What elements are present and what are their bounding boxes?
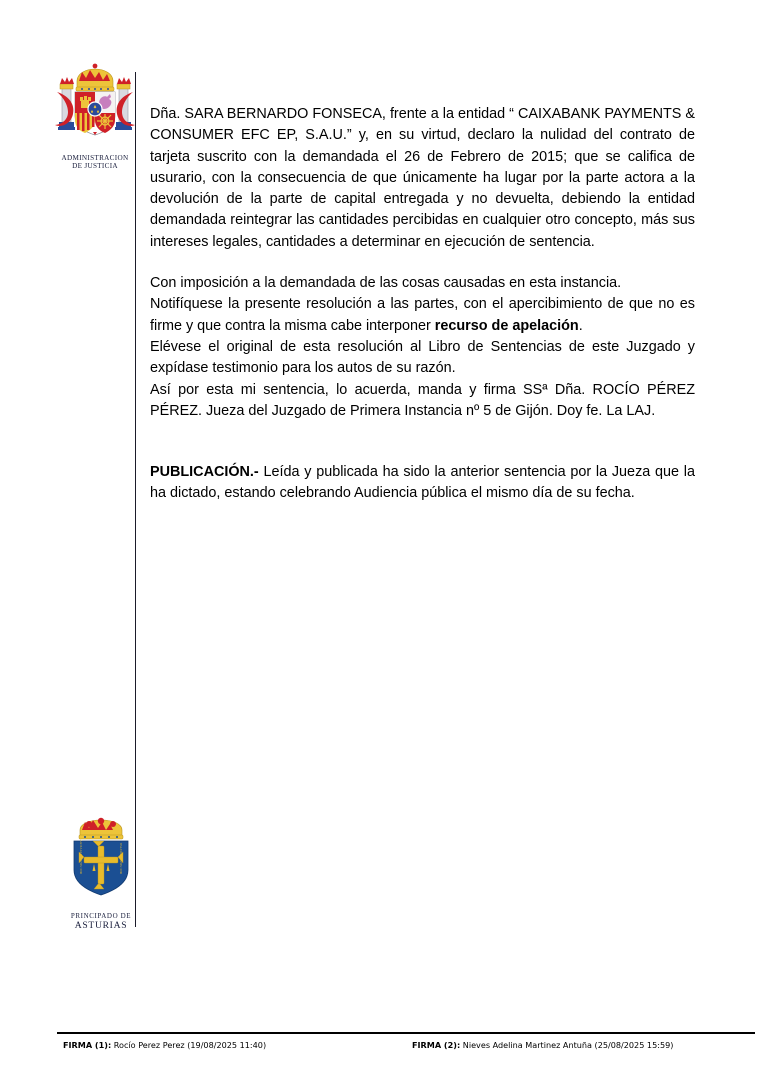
spain-emblem-caption-line2: DE JUSTICIA [72,162,118,171]
appeal-emphasis: recurso de apelación [434,317,579,334]
svg-text:HOC SIGNO VINCITVR: HOC SIGNO VINCITVR [119,842,123,874]
paragraph-publicacion [150,462,695,505]
signature-2-label: FIRMA (2): [412,1040,461,1050]
signature-row [57,1040,755,1054]
signature-2-value: Nieves Adelina Martinez Antuña (25/08/2025 15:59) [462,1040,674,1050]
asturias-emblem-caption-line2: ASTURIAS [74,919,128,931]
document-body [150,104,695,505]
signature-1-label: FIRMA (1): [63,1040,112,1050]
publicacion-text: Leída y publicada ha sido la anterior sentencia por la Jueza que la ha dictado, estando celebrando Audiencia pública el mismo día de su fecha. [150,464,695,502]
spain-emblem-caption-line1: ADMINISTRACION [61,154,129,162]
paragraph-judge-signature: Así por esta mi sentencia, lo acuerda, manda y firma SSª Dña. ROCÍO PÉREZ PÉREZ. Jueza del Juzgado de Primera Instancia nº 5 de Gijón. Doy fe. La LAJ. [150,381,695,419]
vertical-rule [135,72,136,927]
paragraph-original-filing: Elévese el original de esta resolución al Libro de Sentencias de este Juzgado y expídase testimonio para los autos de su razón. [150,338,695,377]
spain-emblem-block [40,62,150,170]
asturias-emblem-caption-line1: PRINCIPADO DE [70,912,132,920]
emblem-rail [0,0,136,1010]
svg-text:HOC SIGNO TVETVR PIVS: HOC SIGNO TVETVR PIVS [79,837,83,874]
spacer [150,253,695,273]
signature-footer [57,1032,755,1054]
asturias-emblem-block [46,812,156,932]
signature-1-value: Rocío Perez Perez (19/08/2025 11:40) [113,1040,267,1050]
signature-2 [412,1040,673,1050]
notification-text-tail: . [578,317,583,334]
publicacion-heading: PUBLICACIÓN.- [150,464,259,481]
paragraph-notification [150,294,695,337]
spain-coat-of-arms-icon [49,62,141,146]
spacer [150,422,695,462]
asturias-coat-of-arms-icon [58,812,144,904]
footer-divider [57,1032,755,1034]
paragraph-ruling: Dña. SARA BERNARDO FONSECA, frente a la entidad “ CAIXABANK PAYMENTS & CONSUMER EFC EP, S.A.U.” y, en su virtud, declaro la nulidad del contrato de tarjeta suscrito con la demandada el 26 de Febrero de 2015; que se califica de usurario, con la consecuencia de que únicamente ha lugar por la parte actora a la devolución de la parte de capital entregada y no devuelta, debiendo la entidad demandada reintegrar las cantidades percibidas en cualquier otro concepto, más sus intereses legales, cantidades a determinar en ejecución de sentencia. [150,106,695,250]
signature-1 [63,1040,266,1050]
notification-text-lead: Notifíquese la presente resolución a las partes, con el apercibimiento de que no es firme y que contra la misma cabe interponer [150,296,695,334]
paragraph-costs: Con imposición a la demandada de las cosas causadas en esta instancia. [150,275,622,292]
